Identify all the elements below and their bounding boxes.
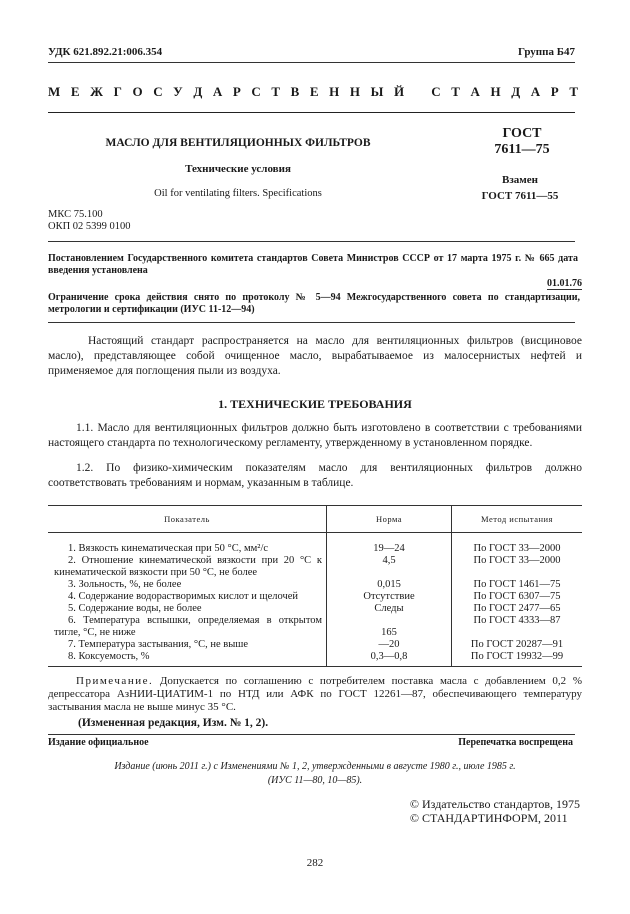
requirements-table — [48, 505, 582, 667]
divider — [48, 322, 575, 323]
table-row — [48, 603, 582, 615]
paragraph-1-1: 1.1. Масло для вентиляционных фильтров должно быть изготовлено в соответствии с требованиями настоящего стандарта по технологическому регламенту, утвержденному в установленном порядке. — [48, 422, 582, 449]
official-edition-label: Издание официальное — [48, 737, 149, 748]
table-row — [48, 555, 582, 579]
banner-letter: О — [132, 84, 143, 99]
indicator-text: 6. Температура вспышки, определяемая в открытом тигле, °С, не ниже — [54, 615, 322, 638]
header-method: Метод испытания — [452, 506, 583, 533]
banner-letter: Е — [309, 84, 319, 99]
table-row — [48, 533, 582, 556]
banner-letter: Н — [329, 84, 340, 99]
banner-letter: С — [251, 84, 261, 99]
banner-letter: М — [48, 84, 61, 99]
indicator-text: 5. Содержание воды, не более — [68, 603, 202, 614]
banner-letter: Т — [569, 84, 578, 99]
scope-paragraph: Настоящий стандарт распространяется на масло для вентиляционных фильтров (висциновое масло), представляющее собой очищенное масло, вырабатываемое из малосернистых нефтей и применяемое для поглощения пыли из воздуха. — [48, 335, 582, 377]
norm-cell: 0,015 — [327, 579, 452, 591]
method-cell: По ГОСТ 1461—75 — [452, 579, 583, 591]
norm-cell: Отсутствие — [327, 591, 452, 603]
indicator-cell — [48, 591, 327, 603]
copyright-block — [410, 797, 580, 825]
banner-letter: Н — [349, 84, 361, 99]
table-row — [48, 651, 582, 667]
table-header-row — [48, 506, 582, 533]
banner-letter: Д — [511, 84, 521, 99]
limit-text: Ограничение срока действия снято по протоколу № 5—94 Межгосударственного совета по стандартизации, метрологии и сертификации (ИУС 11-12—94) — [48, 292, 580, 315]
edition-line-1: Издание (июнь 2011 г.) с Изменениями № 1, 2, утвержденными в августе 1980 г., июле 1985 г. — [114, 761, 516, 772]
banner-letter: А — [212, 84, 223, 99]
copyright-line-2: © СТАНДАРТИНФОРМ, 2011 — [409, 811, 568, 825]
note-label: Примечание. — [76, 675, 154, 687]
banner-letter: Р — [550, 84, 559, 99]
table-row — [48, 639, 582, 651]
group-code: Группа Б47 — [518, 46, 575, 58]
table-row — [48, 579, 582, 591]
section-title: 1. ТЕХНИЧЕСКИЕ ТРЕБОВАНИЯ — [218, 397, 412, 411]
banner-letter: У — [173, 84, 183, 99]
indicator-cell — [48, 639, 327, 651]
intro-date: 01.01.76 — [547, 278, 582, 289]
method-cell: По ГОСТ 6307—75 — [452, 591, 583, 603]
norm-cell: Следы — [327, 603, 452, 615]
method-cell: По ГОСТ 19932—99 — [452, 651, 583, 667]
note-text: Допускается по соглашению с потребителем поставка масла с добавлением 0,2 % депрессатора АзНИИ-ЦИАТИМ-1 по НТД или АФК по ГОСТ 12261—87, обеспечивающего температуру застывания масла не выше минус 35 °С. — [48, 675, 582, 713]
okp-code: ОКП 02 5399 0100 — [48, 221, 131, 232]
banner-letter: Г — [113, 84, 122, 99]
banner-letter: А — [470, 84, 480, 99]
english-title: Oil for ventilating filters. Specifications — [154, 188, 322, 199]
method-cell: По ГОСТ 4333—87 — [452, 615, 583, 639]
header-indicator: Показатель — [48, 506, 327, 533]
replaces-value: ГОСТ 7611—55 — [481, 190, 559, 202]
edition-info — [48, 760, 582, 788]
interstate-standard-banner — [48, 84, 578, 100]
mks-code: МКС 75.100 — [48, 209, 103, 220]
header-norm: Норма — [327, 506, 452, 533]
revision-note: (Измененная редакция, Изм. № 1, 2). — [78, 717, 269, 729]
indicator-text: 2. Отношение кинематической вязкости при 20 °С к кинематической вязкости при 50 °С, не более — [54, 555, 322, 578]
banner-letter: Й — [393, 84, 405, 99]
banner-letter: С — [431, 84, 441, 99]
norm-cell: 19—24 — [327, 533, 452, 556]
edition-line-2: (ИУС 11—80, 10—85). — [267, 775, 363, 786]
page-number: 282 — [306, 857, 324, 869]
udk-code: УДК 621.892.21:006.354 — [48, 46, 163, 58]
method-cell: По ГОСТ 2477—65 — [452, 603, 583, 615]
classification-codes — [48, 209, 131, 233]
indicator-text: 1. Вязкость кинематическая при 50 °С, мм²/с — [68, 543, 269, 554]
divider — [48, 112, 575, 113]
indicator-cell — [48, 651, 327, 667]
table-note — [48, 675, 582, 714]
decree-text: Постановлением Государственного комитета стандартов Совета Министров СССР от 17 марта 1975 г. № 665 дата введения установлена — [48, 253, 578, 276]
gost-number — [468, 126, 576, 158]
banner-letter: А — [530, 84, 541, 99]
indicator-text: 8. Коксуемость, % — [68, 651, 150, 662]
banner-letter: Т — [271, 84, 281, 99]
indicator-text: 3. Зольность, %, не более — [68, 579, 182, 590]
document-subtitle: Технические условия — [185, 163, 291, 175]
method-cell: По ГОСТ 33—2000 — [452, 555, 583, 579]
indicator-cell — [48, 533, 327, 556]
paragraph-1-2: 1.2. По физико-химическим показателям масло для вентиляционных фильтров должно соответствовать требованиям и нормам, указанным в таблице. — [48, 462, 582, 489]
banner-letter: Р — [232, 84, 241, 99]
indicator-cell — [48, 579, 327, 591]
divider — [48, 734, 575, 735]
norm-cell: —20 — [327, 639, 452, 651]
reprint-prohibited-label: Перепечатка воспрещена — [458, 737, 573, 748]
banner-letter: В — [290, 84, 300, 99]
indicator-text: 4. Содержание водорастворимых кислот и щелочей — [68, 591, 299, 602]
indicator-cell — [48, 615, 327, 639]
banner-letter: С — [153, 84, 163, 99]
divider — [48, 241, 575, 242]
banner-letter: Е — [70, 84, 80, 99]
table-row — [48, 615, 582, 639]
method-cell: По ГОСТ 20287—91 — [452, 639, 583, 651]
banner-letter: Д — [193, 84, 203, 99]
banner-letter: Т — [451, 84, 460, 99]
norm-cell: 4,5 — [327, 555, 452, 579]
copyright-line-1: © Издательство стандартов, 1975 — [409, 797, 580, 811]
replaces-label: Взамен — [502, 174, 538, 186]
norm-cell: 165 — [327, 615, 452, 639]
banner-letter: Ж — [90, 84, 103, 99]
gost-value: 7611—75 — [494, 142, 550, 157]
method-cell: По ГОСТ 33—2000 — [452, 533, 583, 556]
divider — [48, 62, 575, 63]
document-title: МАСЛО ДЛЯ ВЕНТИЛЯЦИОННЫХ ФИЛЬТРОВ — [105, 137, 371, 149]
banner-word-gap — [415, 84, 421, 100]
indicator-cell — [48, 603, 327, 615]
indicator-text: 7. Температура застывания, °С, не выше — [68, 639, 248, 650]
banner-letter: Ы — [370, 84, 384, 99]
gost-label: ГОСТ — [502, 126, 542, 141]
norm-cell: 0,3—0,8 — [327, 651, 452, 667]
banner-letter: Н — [490, 84, 501, 99]
indicator-cell — [48, 555, 327, 579]
table-row — [48, 591, 582, 603]
